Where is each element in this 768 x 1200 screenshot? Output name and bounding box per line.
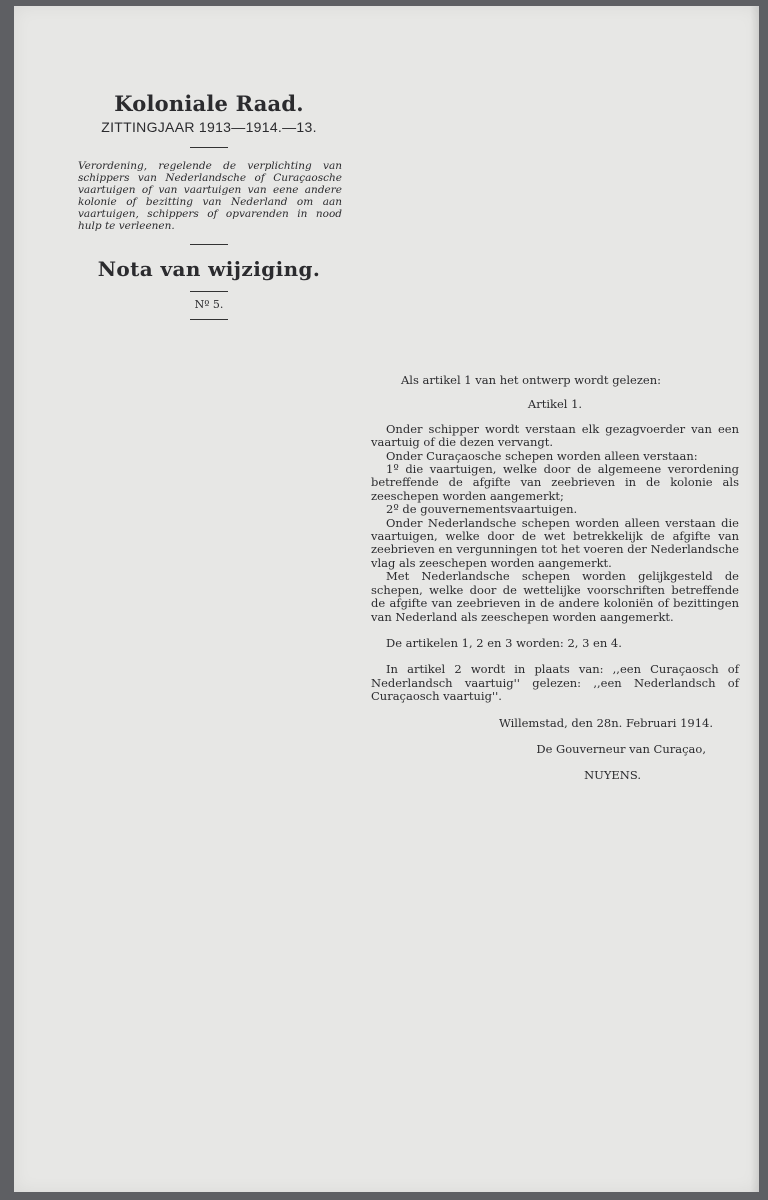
council-title: Koloniale Raad. xyxy=(114,91,304,116)
renumber-line: De artikelen 1, 2 en 3 worden: 2, 3 en 4. xyxy=(386,635,622,650)
article-heading: Artikel 1. xyxy=(527,397,583,412)
amendment-text xyxy=(371,374,739,783)
document-number: Nº 5. xyxy=(194,298,224,311)
header-block xyxy=(78,91,342,328)
paragraph: Onder Curaçaosche schepen worden alleen verstaan: xyxy=(386,448,698,463)
paragraph: 2º de gouvernementsvaartuigen. xyxy=(386,502,578,517)
divider xyxy=(190,147,228,148)
paragraph: Met Nederlandsche schepen worden gelijkgesteld de schepen, welke door de wettelijke voorschriften betreffende de afgifte van zeebrieven in de andere koloniën of bezittingen van Nederland als zeeschepen worden aangemerkt. xyxy=(371,569,739,624)
divider xyxy=(190,319,228,320)
paragraph: Onder schipper wordt verstaan elk gezagvoerder van een vaartuig of die dezen vervangt. xyxy=(371,421,739,450)
divider xyxy=(190,291,228,292)
article-paragraphs xyxy=(371,423,739,624)
session-year: ZITTINGJAAR 1913—1914.—13. xyxy=(101,119,317,135)
signatory-title: De Gouverneur van Curaçao, xyxy=(536,741,706,756)
document-type-heading: Nota van wijziging. xyxy=(97,257,321,281)
ordinance-description: Verordening, regelende de verplichting van schippers van Nederlandsche of Curaçaosche vaartuigen of van vaartuigen van eene andere kolonie of bezitting van Nederland om aan vaartuigen, schippers of opvarenden in nood hulp te verleenen. xyxy=(78,160,342,232)
intro-line: Als artikel 1 van het ontwerp wordt gelezen: xyxy=(401,373,661,387)
paragraph: Onder Nederlandsche schepen worden alleen verstaan die vaartuigen, welke door de wet betrekkelijk de afgifte van zeebrieven en vergunningen tot het voeren der Nederlandsche vlag als zeeschepen worden aangemerkt. xyxy=(371,515,739,570)
page-edge-shadow xyxy=(750,6,759,1192)
paragraph: 1º die vaartuigen, welke door de algemeene verordening betreffende de afgifte van zeebrieven in de kolonie als zeeschepen worden aangemerkt; xyxy=(371,462,739,503)
document-page xyxy=(14,6,759,1192)
signatory-name: NUYENS. xyxy=(584,768,641,783)
article2-change: In artikel 2 wordt in plaats van: ,,een Curaçaosch of Nederlandsch vaartuig'' gelezen: ,,een Nederlandsch of Curaçaosch vaartuig''. xyxy=(371,662,739,704)
divider xyxy=(190,244,228,245)
place-date: Willemstad, den 28n. Februari 1914. xyxy=(498,715,713,730)
